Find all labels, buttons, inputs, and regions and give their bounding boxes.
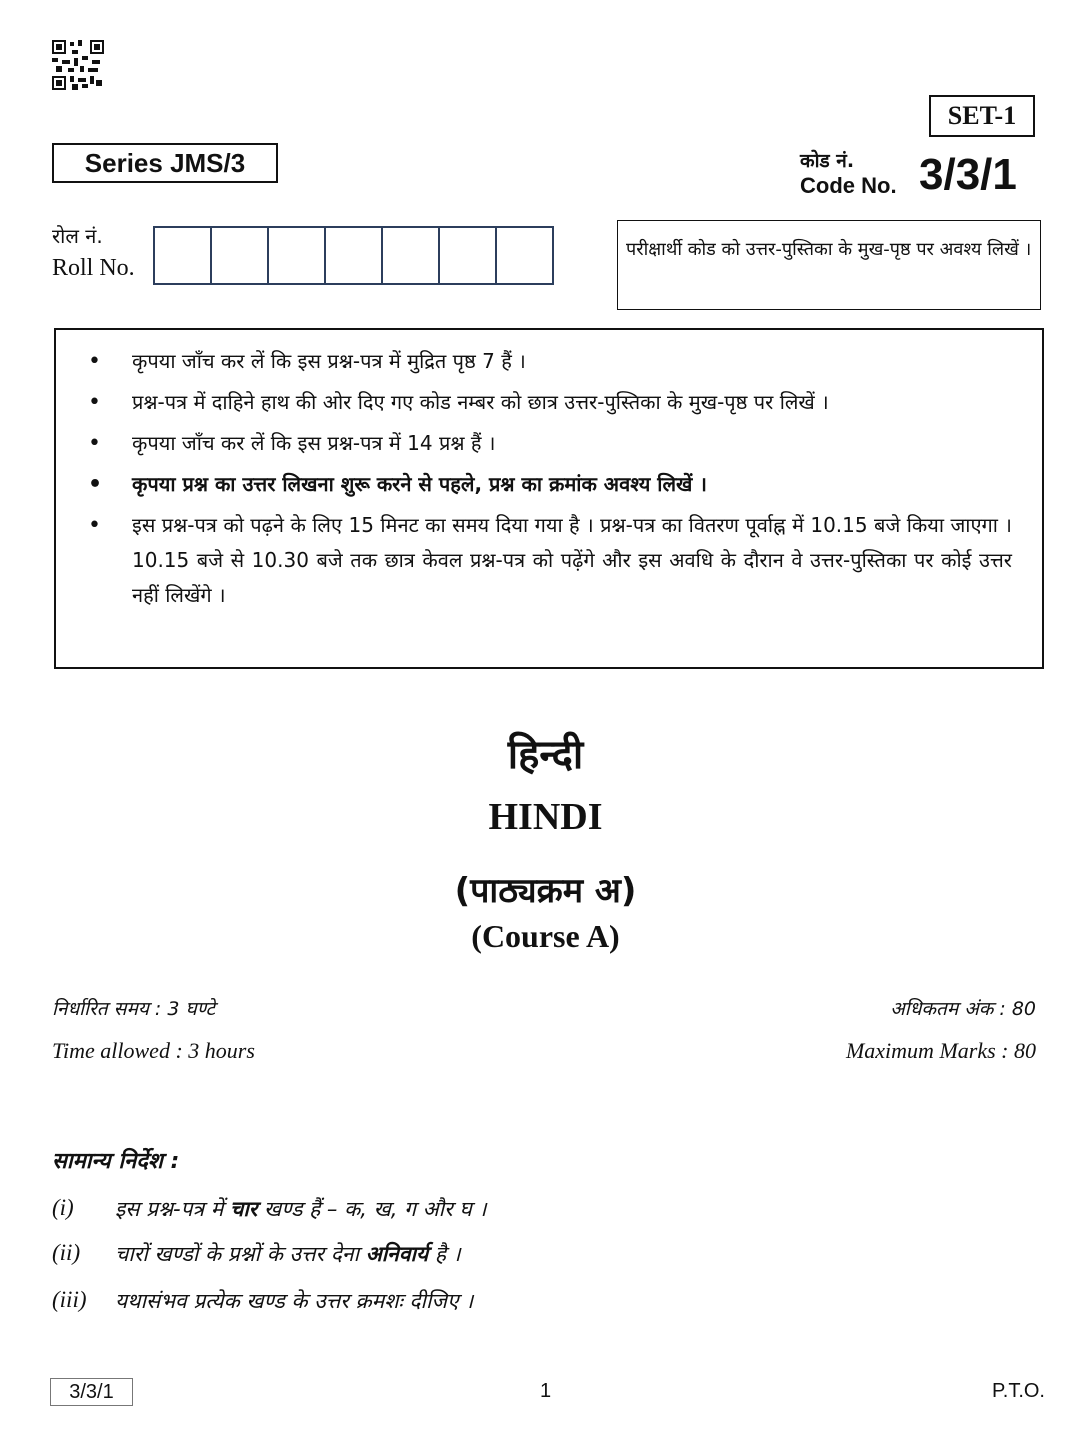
instructions-box [54,328,1044,669]
item-number: (iii) [52,1287,87,1312]
code-label-hindi: कोड नं. [800,150,855,172]
general-instruction-item [52,1195,486,1223]
roll-digit-box[interactable] [497,228,552,283]
code-label-english: Code No. [800,173,897,198]
course-english: (Course A) [471,918,620,954]
item-text: यथासंभव प्रत्येक खण्ड के उत्तर क्रमशः दीजिए । [115,1289,474,1313]
footer-code: 3/3/1 [50,1378,133,1406]
page-number: 1 [539,1380,552,1402]
time-allowed-hindi: निर्धारित समय : 3 घण्टे [52,998,216,1020]
instruction-item: • इस प्रश्न-पत्र को पढ़ने के लिए 15 मिनट का समय दिया गया है । प्रश्न-पत्र का वितरण पूर्वाह्न में 10.15 बजे किया जाएगा । 10.15 बजे से 10.30 बजे तक छात्र केवल प्रश्न-पत्र को पढ़ेंगे और इस अवधि के दौरान वे उत्तर-पुस्तिका पर कोई उत्तर नहीं लिखेंगे । [84,508,1012,613]
roll-digit-box[interactable] [212,228,269,283]
roll-label-hindi: रोल नं. [52,224,103,248]
qr-code [52,40,104,90]
roll-digit-box[interactable] [155,228,212,283]
roll-label-english: Roll No. [52,255,135,281]
series-label: Series JMS/3 [52,143,278,183]
subject-title-hindi: हिन्दी [507,732,584,778]
pto-label: P.T.O. [992,1380,1045,1402]
set-badge: SET-1 [929,95,1035,137]
instruction-item: • प्रश्न-पत्र में दाहिने हाथ की ओर दिए गए कोड नम्बर को छात्र उत्तर-पुस्तिका के मुख-पृष्ठ पर लिखें । [84,385,1012,420]
item-number: (ii) [52,1240,81,1265]
roll-digit-box[interactable] [269,228,326,283]
subject-title-english: HINDI [488,796,603,838]
item-text: इस प्रश्न-पत्र में चार खण्ड हैं – क, ख, ग और घ । [115,1197,487,1221]
instruction-item: • कृपया जाँच कर लें कि इस प्रश्न-पत्र में 14 प्रश्न हैं । [84,426,1012,461]
item-text: चारों खण्डों के प्रश्नों के उत्तर देना अनिवार्य है । [115,1242,461,1266]
candidate-code-note: परीक्षार्थी कोड को उत्तर-पुस्तिका के मुख-पृष्ठ पर अवश्य लिखें । [617,220,1041,310]
item-number: (i) [52,1195,74,1220]
code-number: 3/3/1 [919,150,1017,199]
general-instruction-item [52,1287,473,1315]
roll-number-boxes [153,226,554,285]
course-hindi: (पाठ्यक्रम अ) [454,871,637,911]
max-marks-english: Maximum Marks : 80 [845,1038,1036,1063]
roll-digit-box[interactable] [383,228,440,283]
roll-digit-box[interactable] [326,228,383,283]
general-instruction-item [52,1240,461,1268]
instructions-list [84,344,1012,613]
roll-digit-box[interactable] [440,228,497,283]
instruction-item: • कृपया जाँच कर लें कि इस प्रश्न-पत्र में मुद्रित पृष्ठ 7 हैं । [84,344,1012,379]
max-marks-hindi: अधिकतम अंक : 80 [890,998,1036,1020]
instruction-item: • कृपया प्रश्न का उत्तर लिखना शुरू करने से पहले, प्रश्न का क्रमांक अवश्य लिखें । [84,467,1012,502]
general-instructions-heading: सामान्य निर्देश : [52,1149,180,1174]
time-allowed-english: Time allowed : 3 hours [52,1038,255,1063]
